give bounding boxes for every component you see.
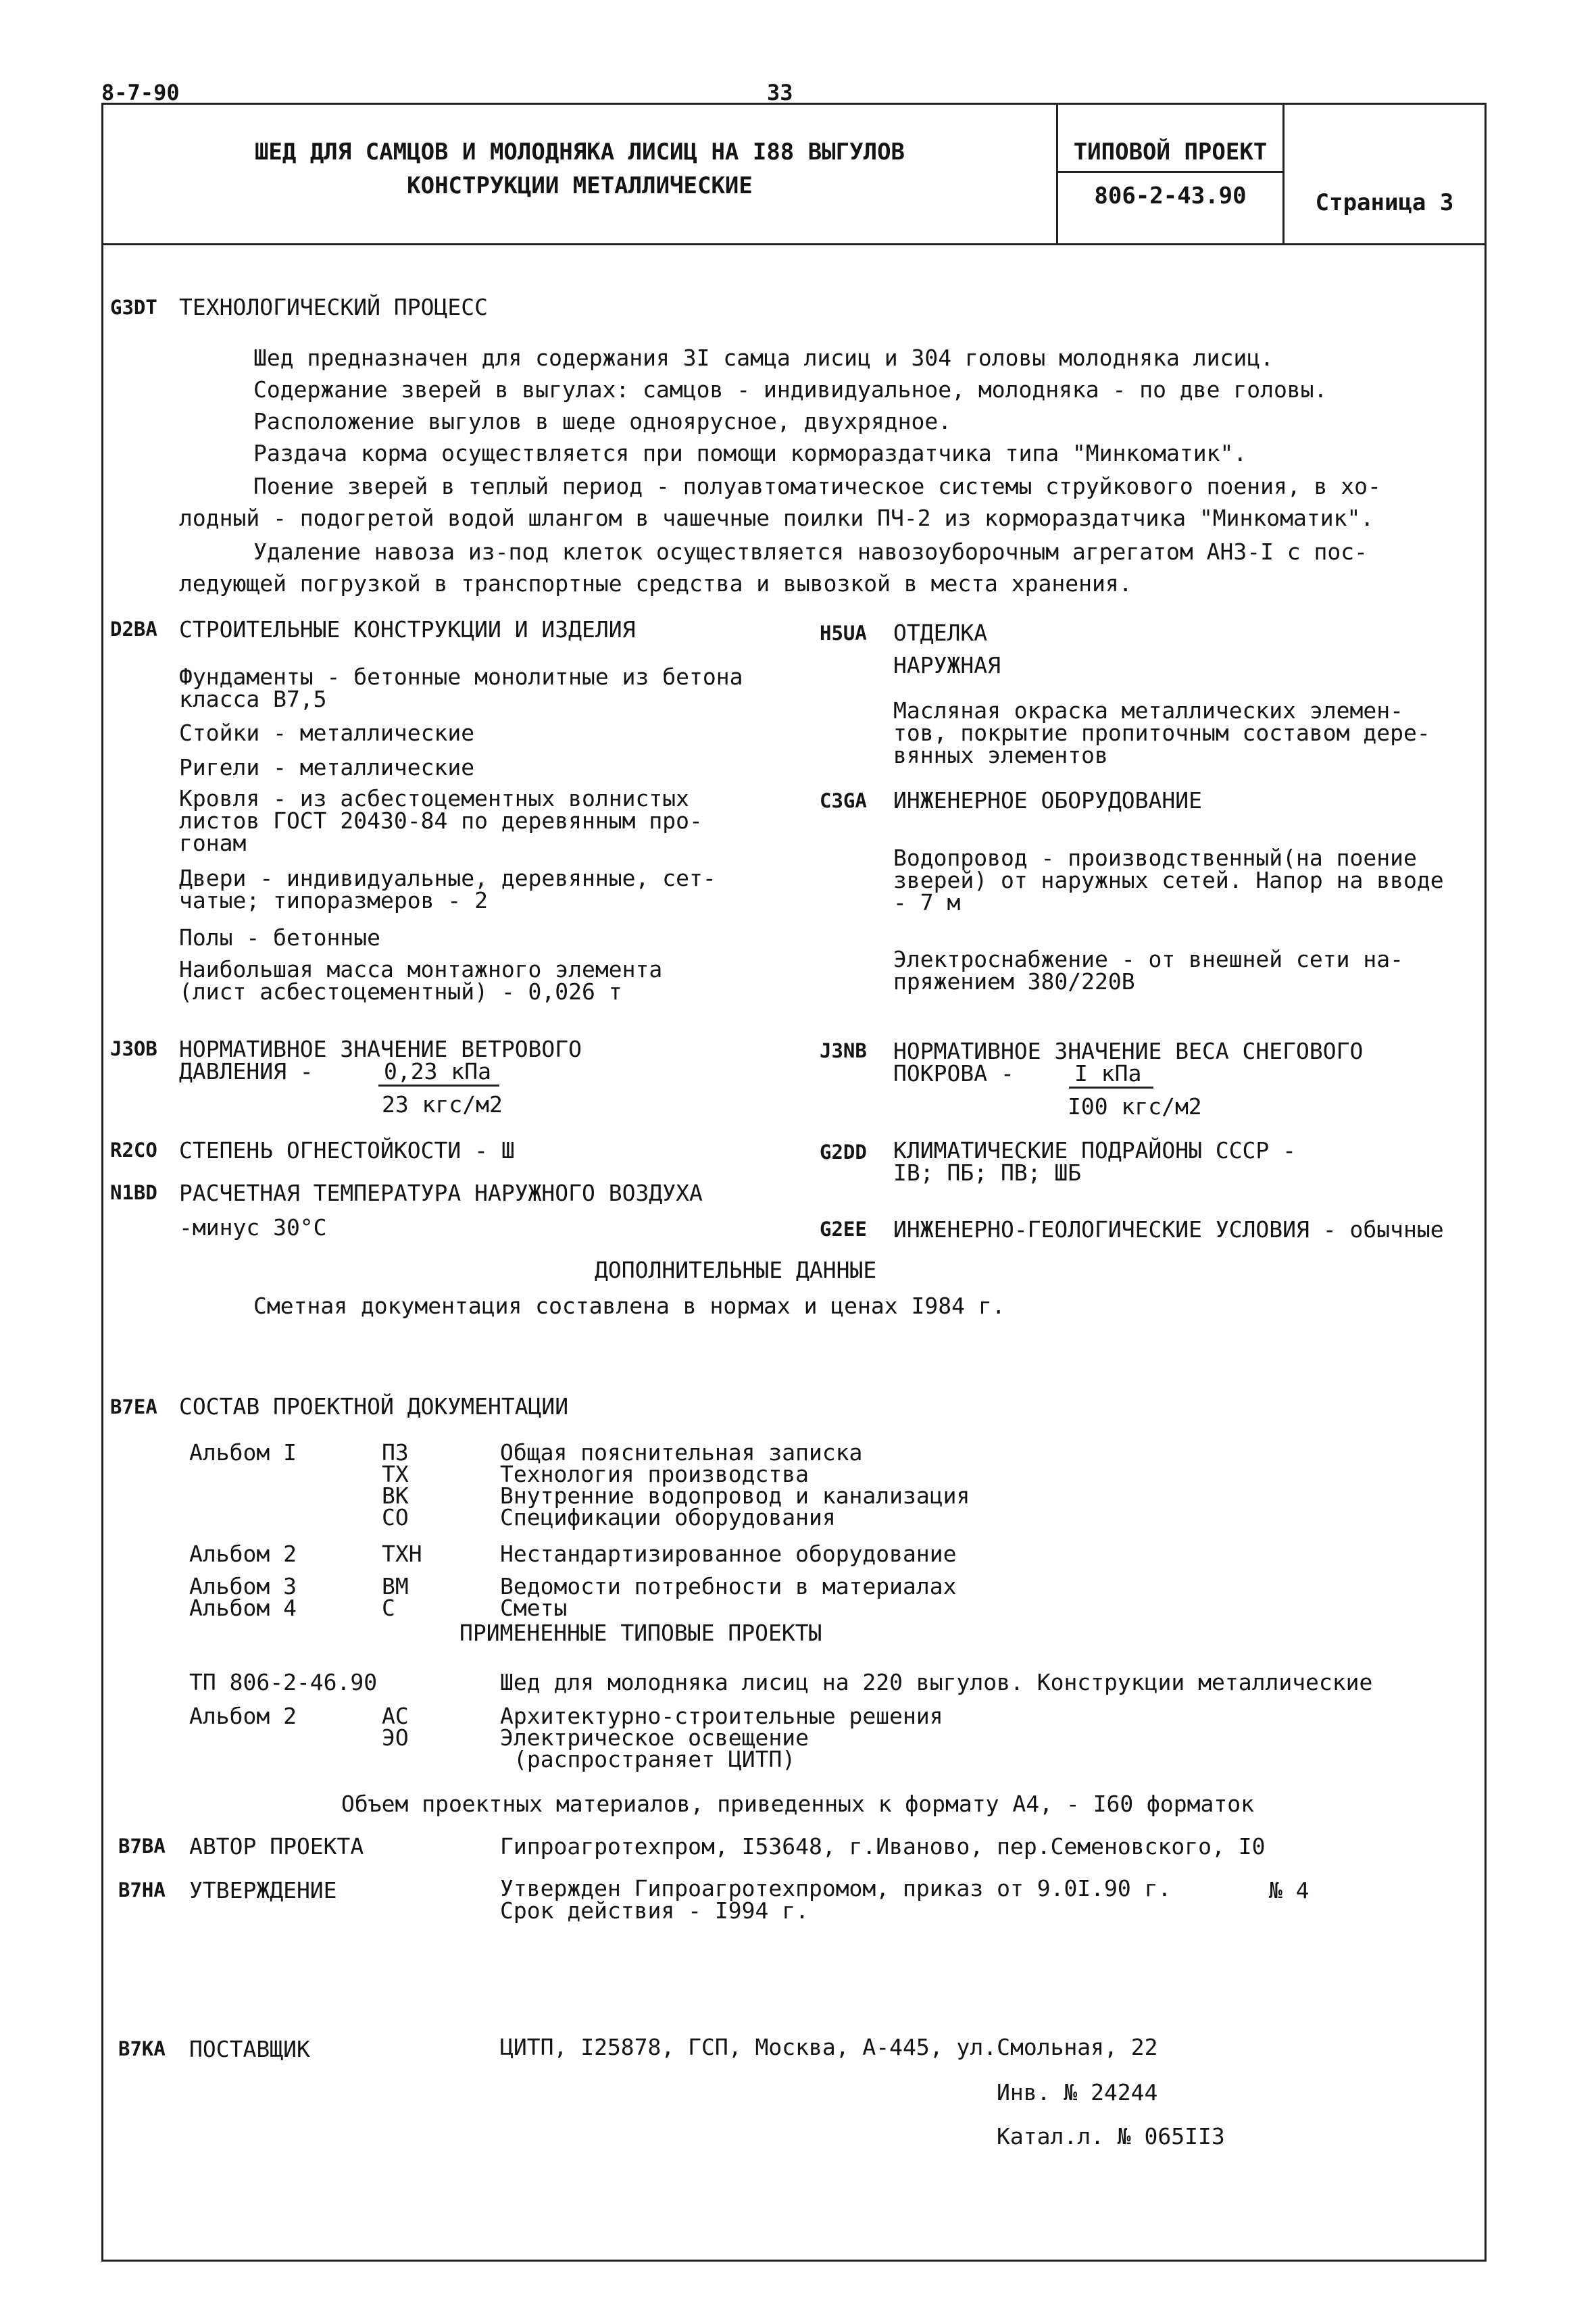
wind-value-kgs: 23 кгс/м2 [382, 1091, 503, 1118]
applied-project-number: ТП 806-2-46.90 [189, 1669, 378, 1695]
project-number: 806-2-43.90 [1094, 182, 1247, 209]
tech-line: Раздача корма осуществляется при помощи кормораздатчика типа "Минкоматик". [253, 440, 1247, 466]
docs-album: Альбом 2 [189, 1541, 297, 1567]
structure-item-max-mass: Наибольшая масса монтажного элемента (лист асбестоцементный) - 0,026 т [179, 956, 663, 1005]
applied-project-title: Шед для молодняка лисиц на 220 выгулов. Конструкции металлические [500, 1669, 1373, 1695]
catalog-number: Катал.л. № 065II3 [997, 2123, 1225, 2149]
document-title-line2: КОНСТРУКЦИИ МЕТАЛЛИЧЕСКИЕ [407, 172, 753, 199]
docs-heading: СОСТАВ ПРОЕКТНОЙ ДОКУМЕНТАЦИИ [179, 1393, 569, 1420]
header-project-rule [1056, 171, 1284, 173]
engineering-code: C3GA [820, 789, 867, 812]
temperature-heading: РАСЧЕТНАЯ ТЕМПЕРАТУРА НАРУЖНОГО ВОЗДУХА [179, 1180, 703, 1206]
tech-line: лодный - подогретой водой шлангом в чашечные поилки ПЧ-2 из кормораздатчика "Минкоматик". [179, 505, 1374, 531]
approval-order-number: № 4 [1269, 1877, 1310, 1903]
applied-heading: ПРИМЕНЕННЫЕ ТИПОВЫЕ ПРОЕКТЫ [459, 1620, 822, 1646]
applied-album: Альбом 2 [189, 1703, 297, 1729]
author-value: Гипроагротехпром, I53648, г.Иваново, пер.Семеновского, I0 [500, 1833, 1266, 1860]
approval-label: УТВЕРЖДЕНИЕ [189, 1877, 337, 1903]
wind-value: 0,23 кПа [378, 1058, 499, 1087]
approval-code: B7HA [118, 1878, 166, 1901]
docs-desc: Внутренние водопровод и канализация [500, 1483, 970, 1509]
geology-conditions: ИНЖЕНЕРНО-ГЕОЛОГИЧЕСКИЕ УСЛОВИЯ - обычные [893, 1216, 1444, 1243]
docs-desc: Технология производства [500, 1461, 809, 1487]
wind-subheading: ДАВЛЕНИЯ - [179, 1058, 314, 1085]
applied-mark: ЭО [382, 1724, 409, 1751]
fire-resistance: СТЕПЕНЬ ОГНЕСТОЙКОСТИ - Ш [179, 1137, 515, 1164]
snow-heading: НОРМАТИВНОЕ ЗНАЧЕНИЕ ВЕСА СНЕГОВОГО [893, 1038, 1364, 1064]
temperature-value: -минус 30°С [179, 1214, 327, 1241]
applied-distributor: (распространяет ЦИТП) [514, 1746, 796, 1772]
temperature-code: N1BD [110, 1181, 157, 1204]
snow-code: J3NB [820, 1039, 867, 1062]
header-bottom-rule [101, 243, 1487, 245]
docs-mark: СО [382, 1504, 409, 1530]
header-divider-2 [1282, 103, 1285, 245]
structures-heading: СТРОИТЕЛЬНЫЕ КОНСТРУКЦИИ И ИЗДЕЛИЯ [179, 616, 636, 643]
tech-line: Расположение выгулов в шеде одноярусное, двухрядное. [253, 408, 952, 434]
additional-text: Сметная документация составлена в нормах и ценах I984 г. [253, 1293, 1005, 1319]
approval-text: Утвержден Гипроагротехпромом, приказ от 9.0I.90 г. Срок действия - I994 г. [500, 1875, 1172, 1924]
docs-mark: ВК [382, 1483, 409, 1509]
wind-heading: НОРМАТИВНОЕ ЗНАЧЕНИЕ ВЕТРОВОГО [179, 1036, 582, 1062]
supplier-code: B7KA [118, 2037, 166, 2060]
structure-item-foundations: Фундаменты - бетонные монолитные из бетона класса В7,5 [179, 664, 743, 712]
additional-heading: ДОПОЛНИТЕЛЬНЫЕ ДАННЫЕ [595, 1257, 877, 1283]
tech-line: Шед предназначен для содержания 3I самца лисиц и 304 головы молодняка лисиц. [253, 345, 1274, 371]
page-number: 33 [767, 80, 793, 105]
docs-desc: Спецификации оборудования [500, 1504, 836, 1530]
structures-code: D2BA [110, 618, 157, 641]
header-divider-1 [1056, 103, 1058, 245]
climate-code: G2DD [820, 1141, 867, 1164]
docs-mark: ТХ [382, 1461, 409, 1487]
document-title-line1: ШЕД ДЛЯ САМЦОВ И МОЛОДНЯКА ЛИСИЦ НА I88 ВЫГУЛОВ [254, 139, 905, 166]
fire-code: R2CO [110, 1139, 157, 1162]
author-label: АВТОР ПРОЕКТА [189, 1833, 364, 1860]
applied-desc: Электрическое освещение [500, 1724, 809, 1751]
docs-album: Альбом 3 [189, 1573, 297, 1599]
applied-mark: АС [382, 1703, 409, 1729]
engineering-power: Электроснабжение - от внешней сети на- пряжением 380/220В [893, 946, 1403, 995]
finish-heading: ОТДЕЛКА [893, 620, 988, 646]
geology-code: G2EE [820, 1218, 867, 1241]
inventory-number: Инв. № 24244 [997, 2079, 1158, 2106]
tech-line: Удаление навоза из-под клеток осуществляется навозоуборочным агрегатом АНЗ-I с пос- [253, 539, 1368, 565]
author-code: B7BA [118, 1835, 166, 1858]
snow-subheading: ПОКРОВА - [893, 1060, 1014, 1087]
finish-subheading: НАРУЖНАЯ [893, 652, 1001, 678]
engineering-heading: ИНЖЕНЕРНОЕ ОБОРУДОВАНИЕ [893, 787, 1202, 814]
supplier-label: ПОСТАВЩИК [189, 2036, 310, 2062]
tech-line: Поение зверей в теплый период - полуавтоматическое системы струйкового поения, в хо- [253, 473, 1381, 499]
tech-line: ледующей погрузкой в транспортные средства и вывозкой в места хранения. [179, 570, 1132, 597]
supplier-value: ЦИТП, I25878, ГСП, Москва, А-445, ул.Смольная, 22 [500, 2034, 1158, 2060]
docs-album: Альбом I [189, 1439, 297, 1466]
docs-desc: Ведомости потребности в материалах [500, 1573, 957, 1599]
docs-mark: ТХН [382, 1541, 422, 1567]
finish-description: Масляная окраска металлических элемен- тов, покрытие пропиточным составом дере- вянных элементов [893, 697, 1430, 768]
docs-code: B7EA [110, 1395, 157, 1418]
finish-code: H5UA [820, 622, 867, 645]
volume-text: Объем проектных материалов, приведенных к формату А4, - I60 форматок [341, 1791, 1255, 1817]
docs-mark: ВМ [382, 1573, 409, 1599]
structure-item-doors: Двери - индивидуальные, деревянные, сет- чатые; типоразмеров - 2 [179, 865, 716, 914]
tech-line: Содержание зверей в выгулах: самцов - индивидуальное, молодняка - по две головы. [253, 376, 1328, 403]
tech-code: G3DT [110, 296, 157, 319]
tech-heading: ТЕХНОЛОГИЧЕСКИЙ ПРОЦЕСС [179, 294, 488, 320]
docs-mark: ПЗ [382, 1439, 409, 1466]
structure-item-posts: Стойки - металлические [179, 720, 475, 746]
docs-desc: Сметы [500, 1595, 568, 1621]
applied-desc: Архитектурно-строительные решения [500, 1703, 943, 1729]
docs-mark: С [382, 1595, 395, 1621]
docs-desc: Общая пояснительная записка [500, 1439, 863, 1466]
page-label: Страница 3 [1315, 189, 1454, 216]
snow-value: I кПа [1069, 1060, 1153, 1089]
structure-item-beams: Ригели - металлические [179, 754, 475, 780]
docs-album: Альбом 4 [189, 1595, 297, 1621]
document-date: 8-7-90 [101, 80, 180, 105]
project-label: ТИПОВОЙ ПРОЕКТ [1073, 139, 1268, 166]
structure-item-floors: Полы - бетонные [179, 924, 381, 951]
climate-subregions: КЛИМАТИЧЕСКИЕ ПОДРАЙОНЫ СССР - IВ; ПБ; ПВ; ШБ [893, 1137, 1297, 1186]
engineering-water: Водопровод - производственный(на поение зверей) от наружных сетей. Напор на вводе - 7 м [893, 845, 1444, 916]
docs-desc: Нестандартизированное оборудование [500, 1541, 957, 1567]
snow-value-kgs: I00 кгс/м2 [1068, 1093, 1202, 1120]
wind-code: J3OB [110, 1037, 157, 1060]
structure-item-roof: Кровля - из асбестоцементных волнистых листов ГОСТ 20430-84 по деревянным про- гонам [179, 785, 703, 856]
